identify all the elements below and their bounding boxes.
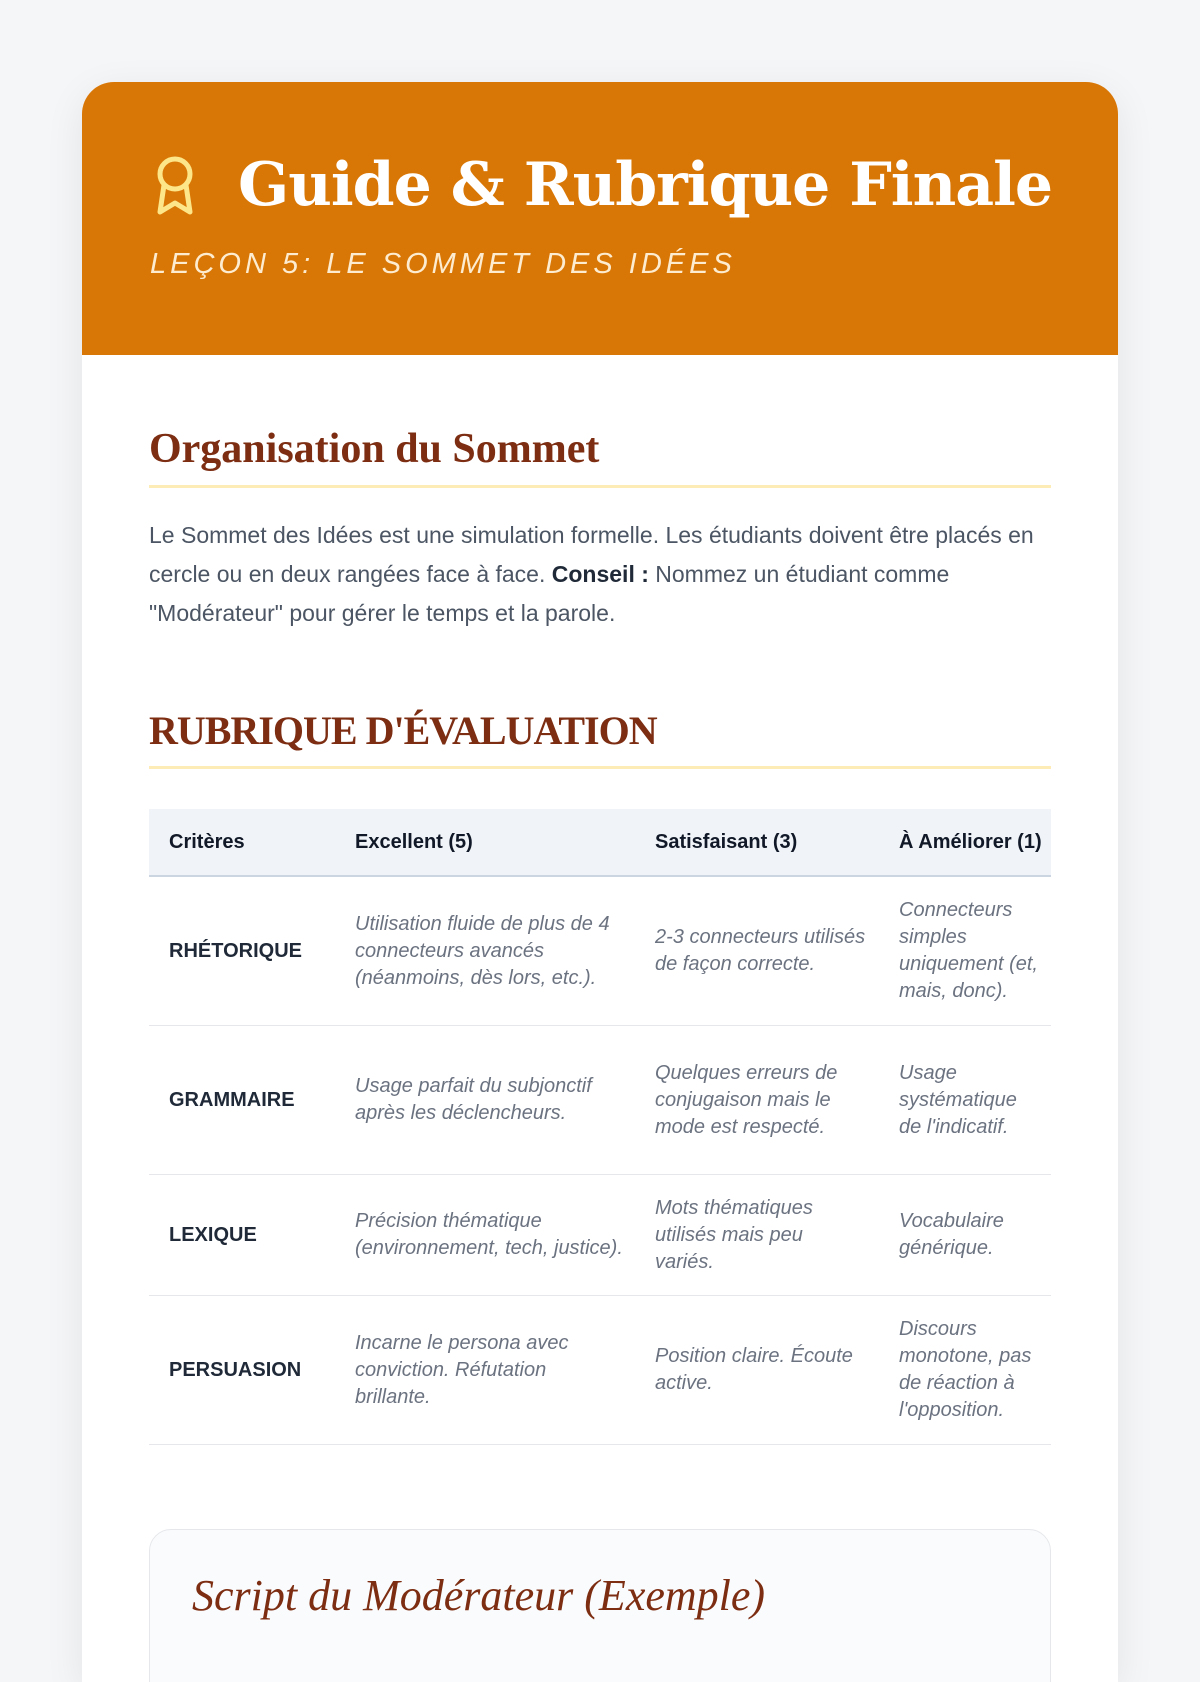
moderator-script-box (149, 1529, 1051, 1682)
criterion-cell: RHÉTORIQUE (149, 876, 335, 1026)
criterion-cell: GRAMMAIRE (149, 1026, 335, 1175)
header-criteria: Critères (149, 809, 335, 876)
ameliorer-cell: Vocabulaire générique. (879, 1175, 1051, 1296)
header-excellent: Excellent (5) (335, 809, 635, 876)
moderator-script-title: Script du Modérateur (Exemple) (192, 1571, 766, 1620)
excellent-cell: Précision thématique (environnement, tech, justice). (335, 1175, 635, 1296)
organisation-text-part1: Le Sommet des Idées est une simulation formelle. Les étudiants doivent être placés en cercle ou en deux rangées face à face. (149, 522, 1034, 587)
excellent-cell: Utilisation fluide de plus de 4 connecteurs avancés (néanmoins, dès lors, etc.). (335, 876, 635, 1026)
excellent-cell: Usage parfait du subjonctif après les déclencheurs. (335, 1026, 635, 1175)
table-row (149, 1175, 1051, 1296)
excellent-cell: Incarne le persona avec conviction. Réfutation brillante. (335, 1296, 635, 1445)
satisfaisant-cell: Quelques erreurs de conjugaison mais le mode est respecté. (635, 1026, 879, 1175)
rubric-table (149, 809, 1051, 1445)
header-ameliorer: À Améliorer (1) (879, 809, 1051, 876)
ameliorer-cell: Discours monotone, pas de réaction à l'opposition. (879, 1296, 1051, 1445)
card-header (82, 82, 1118, 355)
header-title-row (152, 150, 1052, 220)
satisfaisant-cell: Position claire. Écoute active. (635, 1296, 879, 1445)
organisation-title: Organisation du Sommet (149, 425, 1051, 488)
tip-label: Conseil : (551, 561, 649, 587)
organisation-text-part2: Nommez un étudiant comme "Modérateur" pour gérer le temps et la parole. (149, 561, 950, 626)
award-icon (152, 154, 198, 216)
criterion-cell: LEXIQUE (149, 1175, 335, 1296)
lesson-subtitle: LEÇON 5: LE SOMMET DES IDÉES (150, 248, 736, 280)
ameliorer-cell: Connecteurs simples uniquement (et, mais, donc). (879, 876, 1051, 1026)
table-row (149, 1296, 1051, 1445)
organisation-text (149, 516, 1051, 633)
satisfaisant-cell: Mots thématiques utilisés mais peu variés. (635, 1175, 879, 1296)
rubric-header-row (149, 809, 1051, 876)
card-content (82, 425, 1118, 1682)
criterion-cell: PERSUASION (149, 1296, 335, 1445)
lesson-card (82, 82, 1118, 1682)
header-satisfaisant: Satisfaisant (3) (635, 809, 879, 876)
page-title: Guide & Rubrique Finale (238, 150, 1053, 220)
rubric-title: RUBRIQUE D'ÉVALUATION (149, 707, 1051, 769)
ameliorer-cell: Usage systématique de l'indicatif. (879, 1026, 1051, 1175)
table-row (149, 1026, 1051, 1175)
table-row (149, 876, 1051, 1026)
satisfaisant-cell: 2-3 connecteurs utilisés de façon correcte. (635, 876, 879, 1026)
